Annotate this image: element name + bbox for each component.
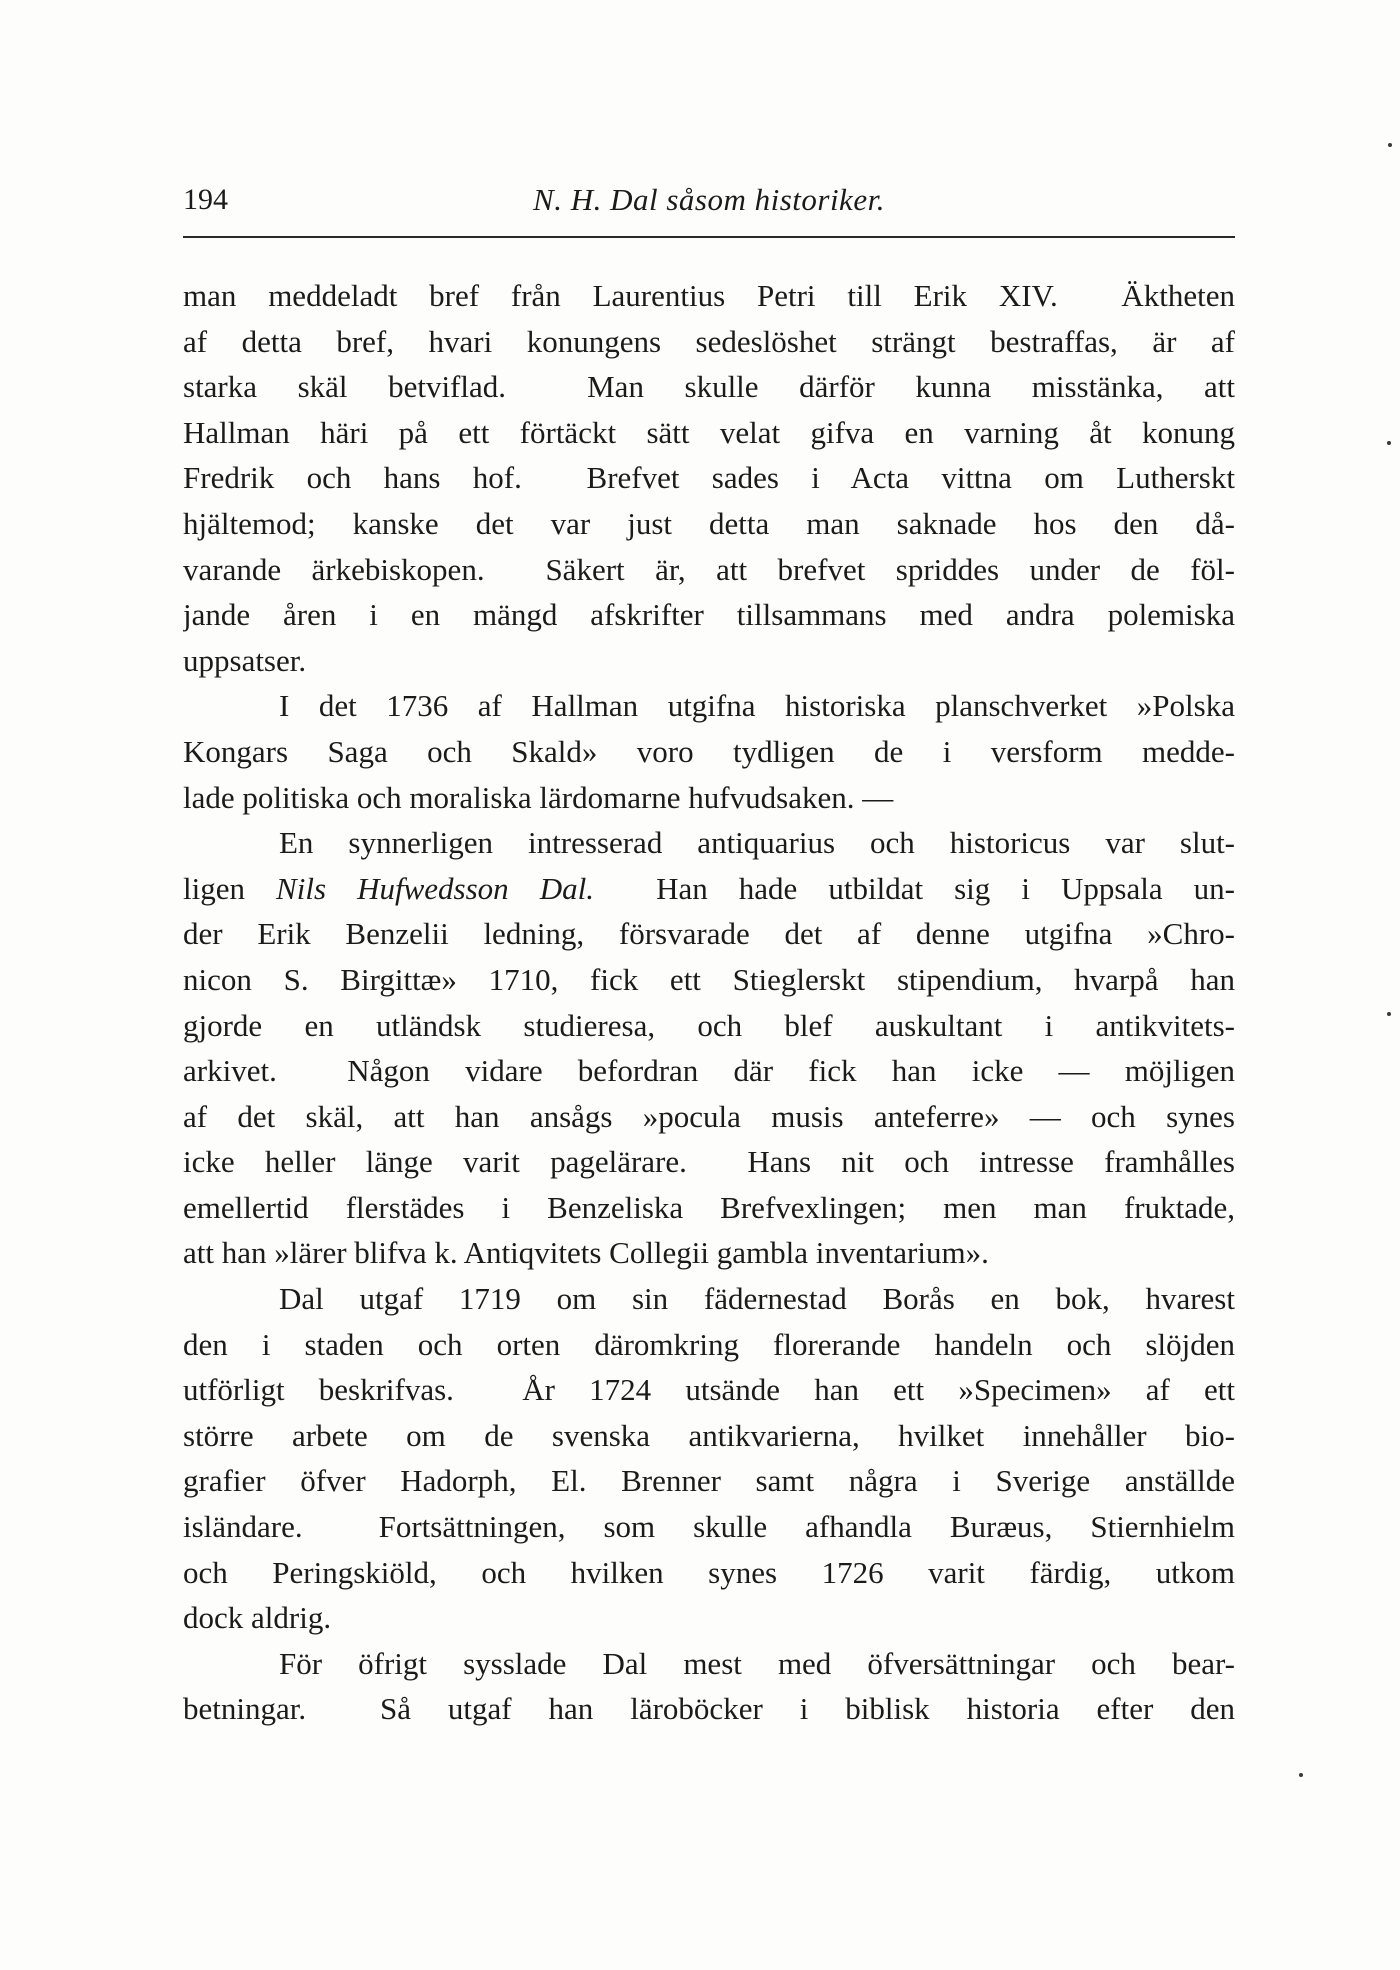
text-line: En synnerligen intresserad antiquarius och historicus var slut- [279, 825, 1235, 861]
scan-speck [1387, 441, 1391, 445]
text-line: varande ärkebiskopen. Säkert är, att brefvet spriddes under de föl- [183, 551, 1235, 587]
text-line: icke heller länge varit pagelärare. Hans nit och intresse framhålles [183, 1144, 1235, 1180]
text-line: betningar. Så utgaf han läroböcker i biblisk historia efter den [183, 1691, 1235, 1727]
page-number: 194 [183, 183, 228, 216]
running-title: N. H. Dal såsom historiker. [533, 182, 885, 217]
text-line: att han »lärer blifva k. Antiqvitets Collegii gambla inventarium». [183, 1235, 989, 1271]
text-line: större arbete om de svenska antikvarierna, hvilket innehåller bio- [183, 1417, 1235, 1453]
text-line: man meddeladt bref från Laurentius Petri till Erik XIV. Äktheten [183, 278, 1235, 313]
header-rule [183, 236, 1235, 238]
body-text [183, 273, 1235, 1732]
text-line: Kongars Saga och Skald» voro tydligen de i versform medde- [183, 733, 1235, 769]
person-name: Nils Hufwedsson Dal. [276, 870, 594, 906]
text-line: jande åren i en mängd afskrifter tillsammans med andra polemiska [183, 597, 1235, 633]
text-line [183, 866, 1235, 912]
text-line: emellertid flerstädes i Benzeliska Brefvexlingen; men man fruktade, [183, 1189, 1235, 1225]
text-line: grafier öfver Hadorph, El. Brenner samt några i Sverige anställde [183, 1463, 1235, 1499]
text-line: gjorde en utländsk studieresa, och blef auskultant i antikvitets- [183, 1007, 1235, 1043]
text-line: af detta bref, hvari konungens sedeslöshet strängt bestraffas, är af [183, 323, 1235, 359]
text-segment: Han hade utbildat sig i Uppsala un- [593, 870, 1235, 906]
scan-speck [1299, 1773, 1303, 1777]
text-line: För öfrigt sysslade Dal mest med öfversättningar och bear- [279, 1645, 1235, 1681]
text-line: isländare. Fortsättningen, som skulle afhandla Buræus, Stiernhielm [183, 1509, 1235, 1545]
text-line: uppsatser. [183, 642, 307, 678]
text-line: och Peringskiöld, och hvilken synes 1726 varit färdig, utkom [183, 1554, 1235, 1590]
scan-speck [1388, 143, 1392, 147]
text-line: utförligt beskrifvas. År 1724 utsände han ett »Specimen» af ett [183, 1372, 1235, 1408]
text-line: hjältemod; kanske det var just detta man saknade hos den då- [183, 505, 1235, 541]
text-line: Dal utgaf 1719 om sin fädernestad Borås en bok, hvarest [279, 1281, 1235, 1317]
text-line: arkivet. Någon vidare befordran där fick han icke — möjligen [183, 1053, 1235, 1089]
text-line: I det 1736 af Hallman utgifna historiska planschverket »Polska [279, 688, 1235, 724]
text-line: dock aldrig. [183, 1600, 332, 1636]
text-line: Fredrik och hans hof. Brefvet sades i Acta vittna om Lutherskt [183, 460, 1235, 496]
text-line: af det skäl, att han ansågs »pocula musis anteferre» — och synes [183, 1098, 1235, 1134]
text-line: Hallman häri på ett förtäckt sätt velat gifva en varning åt konung [183, 414, 1235, 450]
text-line: der Erik Benzelii ledning, försvarade det af denne utgifna »Chro- [183, 916, 1235, 952]
text-segment: ligen [183, 870, 277, 906]
text-line: starka skäl betviflad. Man skulle därför kunna misstänka, att [183, 369, 1235, 405]
text-line: lade politiska och moraliska lärdomarne hufvudsaken. — [183, 779, 894, 815]
page-header [183, 178, 1235, 228]
text-line: den i staden och orten däromkring florerande handeln och slöjden [183, 1326, 1235, 1362]
scan-speck [1387, 1012, 1391, 1016]
text-line: nicon S. Birgittæ» 1710, fick ett Stieglerskt stipendium, hvarpå han [183, 961, 1235, 997]
